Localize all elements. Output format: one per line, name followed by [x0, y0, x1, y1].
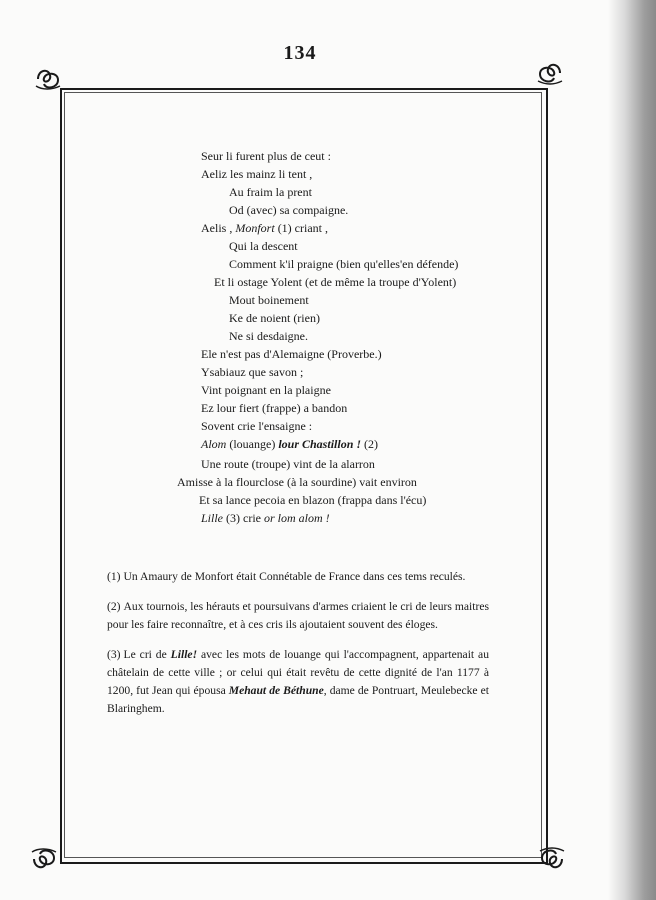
poem-line	[201, 510, 330, 528]
footnote-marker: (1)	[107, 570, 121, 583]
corner-ornament-top-left	[34, 66, 62, 92]
corner-ornament-top-right	[536, 60, 564, 86]
poem-emphasis: Monfort	[235, 221, 275, 235]
poem-line: Vint poignant en la plaigne	[201, 383, 331, 397]
corner-ornament-bottom-left	[30, 846, 58, 872]
poem-line: Comment k'il praigne (bien qu'elles'en défende)	[229, 257, 459, 271]
poem-text: (2)	[361, 437, 379, 451]
poem-line: Od (avec) sa compaigne.	[229, 203, 349, 217]
footnotes	[107, 568, 489, 730]
poem-line	[201, 220, 328, 238]
corner-ornament-bottom-right	[538, 846, 566, 872]
footnote-text: Un Amaury de Monfort était Connétable de France dans ces tems reculés.	[123, 570, 466, 583]
page-number: 134	[283, 42, 317, 64]
footnote-marker: (3)	[107, 648, 121, 661]
book-spine-shadow	[608, 0, 656, 900]
footnote-text: , dame de Pontruart, Meulebecke et Blaringhem.	[107, 684, 489, 715]
poem-line: Au fraim la prent	[229, 185, 312, 199]
footnote-marker: (2)	[107, 600, 121, 613]
poem-text: (3) crie	[223, 511, 264, 525]
poem-line: Seur li furent plus de ceut :	[201, 149, 331, 163]
poem-emphasis: Alom	[201, 437, 227, 451]
poem-text: (louange)	[226, 437, 279, 451]
poem-line: Ne si desdaigne.	[229, 329, 308, 343]
footnote	[107, 598, 489, 634]
poem-line: Aeliz les mainz li tent ,	[201, 167, 313, 181]
poem-line: Et li ostage Yolent (et de même la troupe d'Yolent)	[214, 275, 457, 289]
footnote-text: Aux tournois, les hérauts et poursuivans d'armes criaient le cri de leurs maitres pour les faire reconnaître, et à ces cris ils ajoutaient souvent des éloges.	[107, 600, 489, 631]
footnote-emphasis: Lille!	[170, 648, 198, 661]
poem-line: Ysabiauz que savon ;	[201, 365, 304, 379]
poem-line: Et sa lance pecoia en blazon (frappa dans l'écu)	[199, 493, 427, 507]
poem-line	[201, 436, 378, 454]
footnote	[107, 646, 489, 718]
poem-line: Une route (troupe) vint de la alarron	[201, 457, 375, 471]
poem-emphasis: Lille	[201, 511, 224, 525]
poem-emphasis: or lom alom !	[264, 511, 330, 525]
poem-text: (1) criant ,	[274, 221, 328, 235]
poem-line: Qui la descent	[229, 239, 298, 253]
poem-emphasis: lour Chastillon !	[278, 437, 362, 451]
poem-line: Ke de noient (rien)	[229, 311, 320, 325]
poem-line: Mout boinement	[229, 293, 309, 307]
poem-text: Aelis ,	[201, 221, 236, 235]
footnote-text: avec les mots de louange qui l'accompagnent, appartenait au châtelain de cette ville ; or celui qui était revêtu de cette dignité de l'an 1177 à 1200, fut Jean qui épousa	[107, 648, 490, 697]
poem-line: Ez lour fiert (frappe) a bandon	[201, 401, 348, 415]
footnote-emphasis: Mehaut de Béthune	[228, 684, 324, 697]
poem-line: Sovent crie l'ensaigne :	[201, 419, 313, 433]
footnote	[107, 568, 489, 586]
poem-line: Ele n'est pas d'Alemaigne (Proverbe.)	[201, 347, 382, 361]
footnote-text: Le cri de	[123, 648, 171, 661]
poem-line: Amisse à la flourclose (à la sourdine) vait environ	[177, 475, 417, 489]
